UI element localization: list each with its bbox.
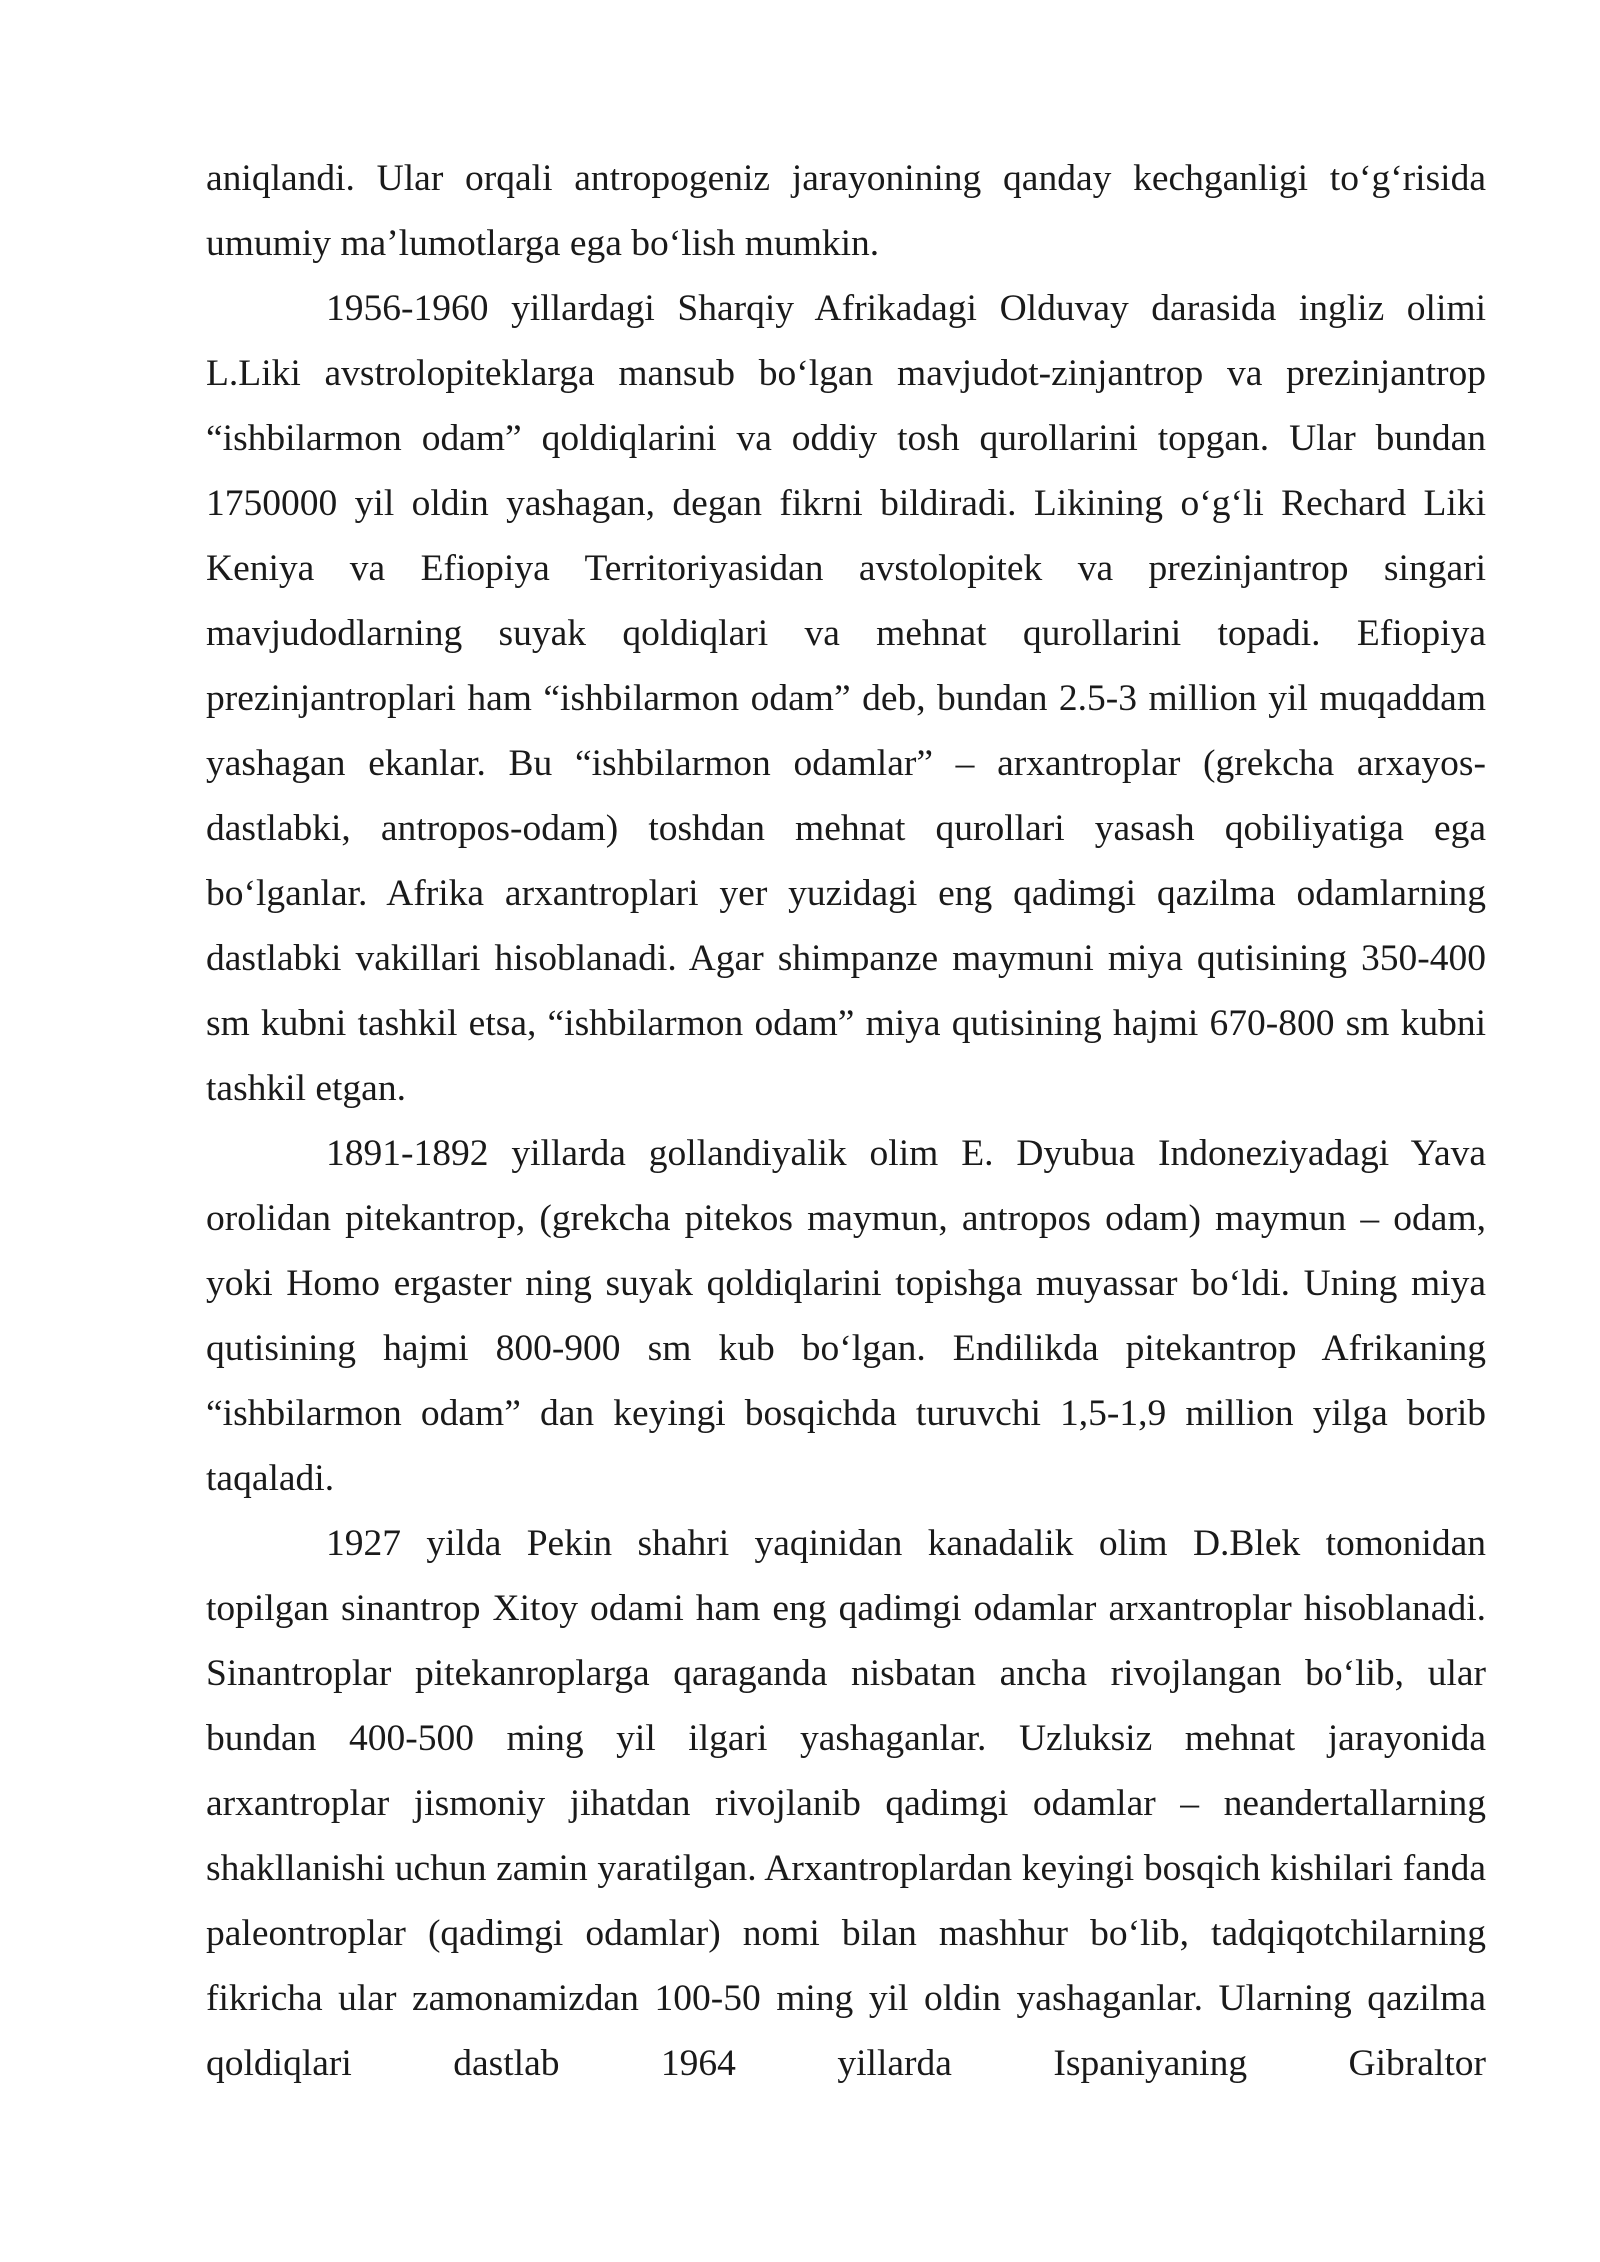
document-page <box>206 146 1486 2096</box>
paragraph-continuation: aniqlandi. Ular orqali antropogeniz jarayonining qanday kechganligi to‘g‘risida umumiy ma’lumotlarga ega bo‘lish mumkin. <box>206 158 1486 264</box>
paragraph-sinantrop: 1927 yilda Pekin shahri yaqinidan kanadalik olim D.Blek tomonidan topilgan sinantrop Xitoy odami ham eng qadimgi odamlar arxantroplar hisoblanadi. Sinantroplar pitekanroplarga qaraganda nisbatan ancha rivojlangan bo‘lib, ular bundan 400-500 ming yil ilgari yashaganlar. Uzluksiz mehnat jarayonida arxantroplar jismoniy jihatdan rivojlanib qadimgi odamlar – neandertallarning shakllanishi uchun zamin yaratilgan. Arxantroplardan keyingi bosqich kishilari fanda paleontroplar (qadimgi odamlar) nomi bilan mashhur bo‘lib, tadqiqotchilarning fikricha ular zamonamizdan 100-50 ming yil oldin yashaganlar. Ularning qazilma qoldiqlari dastlab 1964 yillarda Ispaniyaning Gibraltor <box>206 1523 1486 2084</box>
paragraph-olduvay: 1956-1960 yillardagi Sharqiy Afrikadagi Olduvay darasida ingliz olimi L.Liki avstrolopiteklarga mansub bo‘lgan mavjudot-zinjantrop va prezinjantrop “ishbilarmon odam” qoldiqlarini va oddiy tosh qurollarini topgan. Ular bundan 1750000 yil oldin yashagan, degan fikrni bildiradi. Likining o‘g‘li Rechard Liki Keniya va Efiopiya Territoriyasidan avstolopitek va prezinjantrop singari mavjudodlarning suyak qoldiqlari va mehnat qurollarini topadi. Efiopiya prezinjantroplari ham “ishbilarmon odam” deb, bundan 2.5-3 million yil muqaddam yashagan ekanlar. Bu “ishbilarmon odamlar” – arxantroplar (grekcha arxayos-dastlabki, antropos-odam) toshdan mehnat qurollari yasash qobiliyatiga ega bo‘lganlar. Afrika arxantroplari yer yuzidagi eng qadimgi qazilma odamlarning dastlabki vakillari hisoblanadi. Agar shimpanze maymuni miya qutisining 350-400 sm kubni tashkil etsa, “ishbilarmon odam” miya qutisining hajmi 670-800 sm kubni tashkil etgan. <box>206 288 1486 1109</box>
paragraph-pitekantrop: 1891-1892 yillarda gollandiyalik olim E. Dyubua Indoneziyadagi Yava orolidan pitekantrop, (grekcha pitekos maymun, antropos odam) maymun – odam, yoki Homo ergaster ning suyak qoldiqlarini topishga muyassar bo‘ldi. Uning miya qutisining hajmi 800-900 sm kub bo‘lgan. Endilikda pitekantrop Afrikaning “ishbilarmon odam” dan keyingi bosqichda turuvchi 1,5-1,9 million yilga borib taqaladi. <box>206 1133 1486 1499</box>
